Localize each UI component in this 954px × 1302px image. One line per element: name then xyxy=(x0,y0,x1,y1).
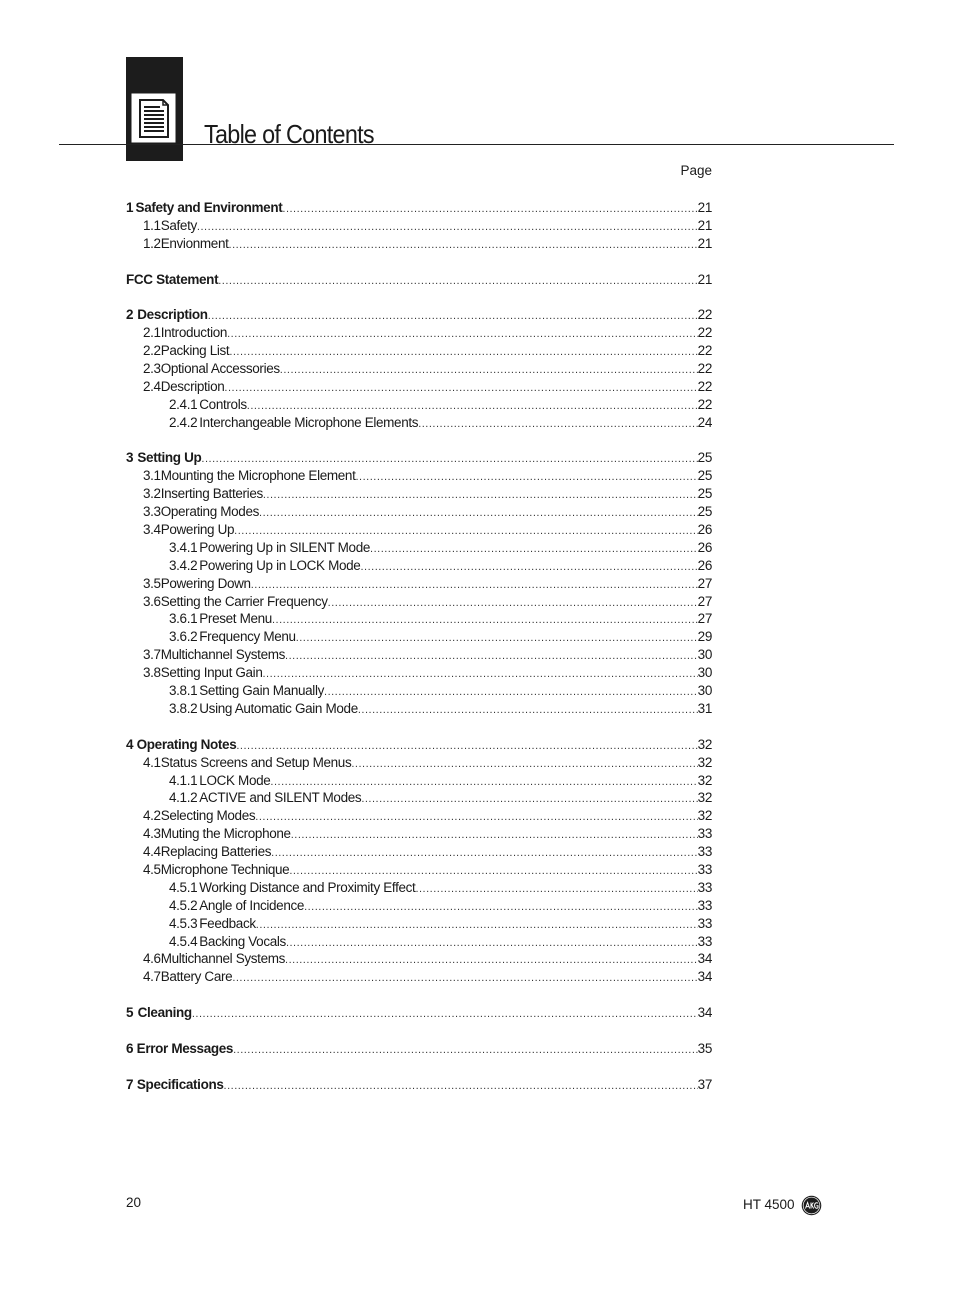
toc-entry[interactable] xyxy=(126,646,712,664)
toc-entry-page: 29 xyxy=(697,629,712,645)
toc-entry[interactable] xyxy=(126,933,712,951)
toc-entry[interactable] xyxy=(126,700,712,718)
dot-leader xyxy=(218,273,697,291)
toc-entry-number: 2.4.1 xyxy=(169,396,198,412)
dot-leader xyxy=(418,416,697,434)
dot-leader xyxy=(285,952,698,970)
toc-entry-title: Cleaning xyxy=(137,1005,192,1021)
toc-entry[interactable] xyxy=(126,628,712,646)
toc-entry-title: Mounting the Microphone Element xyxy=(160,468,356,484)
toc-entry-page: 22 xyxy=(697,378,712,394)
dot-leader xyxy=(296,630,698,648)
toc-entry[interactable] xyxy=(126,217,712,235)
toc-entry-page: 34 xyxy=(697,1005,712,1021)
dot-leader xyxy=(370,541,698,559)
toc-entry[interactable] xyxy=(126,360,712,378)
toc-entry-number: 4.1 xyxy=(143,754,161,770)
toc-entry-number: 4.5.4 xyxy=(169,933,198,949)
toc-entry-title: ACTIVE and SILENT Modes xyxy=(199,790,362,806)
toc-entry[interactable] xyxy=(126,557,712,575)
dot-leader xyxy=(282,201,697,219)
toc-entry-number: 3.1 xyxy=(143,468,161,484)
toc-entry-number: 4.5.3 xyxy=(169,915,198,931)
toc-entry-number: 4.7 xyxy=(143,969,161,985)
toc-entry-page: 24 xyxy=(697,414,712,430)
toc-entry-page: 21 xyxy=(697,235,712,251)
toc-entry-title: Setting Input Gain xyxy=(160,665,263,681)
toc-entry-title: Description xyxy=(137,307,208,323)
toc-entry-title: Operating Modes xyxy=(160,504,260,520)
toc-entry-number: 3.8.1 xyxy=(169,683,198,699)
dot-leader xyxy=(229,237,698,255)
toc-entry-page: 25 xyxy=(697,504,712,520)
toc-entry[interactable] xyxy=(126,414,712,432)
table-of-contents xyxy=(126,199,712,1094)
toc-entry-page: 30 xyxy=(697,647,712,663)
toc-entry-number: 3.4 xyxy=(143,522,161,538)
toc-entry-number: 3.6.2 xyxy=(169,629,198,645)
dot-leader xyxy=(304,899,698,917)
toc-entry-title: Operating Notes xyxy=(136,736,237,752)
dot-leader xyxy=(291,827,698,845)
toc-entry[interactable] xyxy=(126,825,712,843)
toc-entry[interactable] xyxy=(126,1040,712,1058)
toc-entry-page: 33 xyxy=(697,897,712,913)
toc-entry[interactable] xyxy=(126,342,712,360)
dot-leader xyxy=(224,1078,698,1096)
toc-entry-page: 25 xyxy=(697,486,712,502)
toc-entry-number: 2.3 xyxy=(143,361,161,377)
toc-entry-number: 4.1.1 xyxy=(169,772,198,788)
dot-leader xyxy=(229,344,697,362)
toc-entry-page: 21 xyxy=(697,217,712,233)
toc-entry-title: Inserting Batteries xyxy=(160,486,263,502)
toc-entry-page: 33 xyxy=(697,844,712,860)
toc-entry-page: 32 xyxy=(697,808,712,824)
toc-entry-page: 21 xyxy=(697,200,712,215)
toc-entry-page: 27 xyxy=(697,575,712,591)
toc-entry-title: Setting Gain Manually xyxy=(199,683,325,699)
dot-leader xyxy=(324,684,698,702)
toc-entry-page: 32 xyxy=(697,790,712,806)
toc-entry-title: Working Distance and Proximity Effect xyxy=(199,879,416,895)
toc-entry-title: Safety xyxy=(160,217,197,233)
toc-entry-title: Setting the Carrier Frequency xyxy=(160,593,328,609)
toc-entry-page: 33 xyxy=(697,933,712,949)
toc-entry-page: 26 xyxy=(697,522,712,538)
dot-leader xyxy=(263,666,698,684)
toc-entry-page: 32 xyxy=(697,736,712,752)
toc-entry-number: 3.3 xyxy=(143,504,161,520)
toc-entry-number: 4.3 xyxy=(143,826,161,842)
toc-entry[interactable] xyxy=(126,449,712,467)
toc-entry-title: Description xyxy=(160,378,225,394)
toc-entry-title: Frequency Menu xyxy=(199,629,296,645)
toc-entry-page: 32 xyxy=(697,772,712,788)
toc-entry-title: Preset Menu xyxy=(199,611,272,627)
toc-entry-number: 2.2 xyxy=(143,343,161,359)
dot-leader xyxy=(232,970,697,988)
toc-entry-page: 33 xyxy=(697,826,712,842)
toc-entry-title: LOCK Mode xyxy=(199,772,271,788)
toc-entry[interactable] xyxy=(126,503,712,521)
dot-leader xyxy=(233,1042,698,1060)
toc-entry-page: 33 xyxy=(697,861,712,877)
toc-entry[interactable] xyxy=(126,306,712,324)
toc-entry-page: 22 xyxy=(697,396,712,412)
toc-entry-number: 3.2 xyxy=(143,486,161,502)
toc-entry-title: Error Messages xyxy=(136,1040,234,1056)
toc-entry-page: 22 xyxy=(697,325,712,341)
toc-entry[interactable] xyxy=(126,861,712,879)
dot-leader xyxy=(224,380,697,398)
toc-entry-number: 4.5.1 xyxy=(169,879,198,895)
dot-leader xyxy=(356,469,698,487)
akg-logo-icon xyxy=(801,1195,822,1216)
toc-entry-page: 31 xyxy=(697,700,712,716)
toc-entry[interactable] xyxy=(126,467,712,485)
toc-entry-page: 33 xyxy=(697,915,712,931)
toc-entry[interactable] xyxy=(126,378,712,396)
toc-entry-number: 4.6 xyxy=(143,951,161,967)
toc-entry[interactable] xyxy=(126,271,712,289)
toc-entry-page: 25 xyxy=(697,450,712,466)
toc-entry-title: Powering Up in SILENT Mode xyxy=(199,539,371,555)
toc-entry-number: 1.1 xyxy=(143,217,161,233)
dot-leader xyxy=(227,326,698,344)
toc-entry-title: Powering Up xyxy=(160,522,235,538)
toc-entry-number: 3.7 xyxy=(143,647,161,663)
toc-entry[interactable] xyxy=(126,950,712,968)
dot-leader xyxy=(328,595,698,613)
dot-leader xyxy=(256,917,698,935)
toc-entry-title: Microphone Technique xyxy=(160,861,290,877)
toc-entry[interactable] xyxy=(126,754,712,772)
header-rule xyxy=(59,144,894,145)
toc-entry-title: Backing Vocals xyxy=(199,933,286,949)
toc-entry[interactable] xyxy=(126,396,712,414)
toc-entry-page: 30 xyxy=(697,683,712,699)
toc-entry-page: 30 xyxy=(697,665,712,681)
toc-entry[interactable] xyxy=(126,807,712,825)
toc-entry-title: Specifications xyxy=(136,1076,224,1092)
toc-entry-title: Feedback xyxy=(199,915,256,931)
toc-entry-number: 4 xyxy=(126,736,134,752)
toc-entry-title: Replacing Batteries xyxy=(160,844,272,860)
toc-entry-title: Status Screens and Setup Menus xyxy=(160,754,352,770)
dot-leader xyxy=(361,791,697,809)
header-block xyxy=(126,57,183,161)
toc-entry-title: Safety and Environment xyxy=(135,200,283,215)
toc-entry-title: Introduction xyxy=(160,325,228,341)
dot-leader xyxy=(280,362,698,380)
toc-entry-number: 3.4.1 xyxy=(169,539,198,555)
toc-entry-title: Envionment xyxy=(160,235,229,251)
toc-entry[interactable] xyxy=(126,199,712,217)
toc-entry-title: Setting Up xyxy=(137,450,202,466)
dot-leader xyxy=(358,702,698,720)
toc-entry-title: Angle of Incidence xyxy=(199,897,305,913)
toc-entry-number: 2.1 xyxy=(143,325,161,341)
page-number: 20 xyxy=(126,1195,142,1210)
dot-leader xyxy=(360,559,697,577)
toc-entry-number: 4.4 xyxy=(143,844,161,860)
toc-entry-title: FCC Statement xyxy=(126,271,219,287)
toc-entry[interactable] xyxy=(126,736,712,754)
dot-leader xyxy=(259,505,698,523)
toc-entry-number: 3.4.2 xyxy=(169,557,198,573)
toc-entry-number: 4.1.2 xyxy=(169,790,198,806)
dot-leader xyxy=(285,648,698,666)
toc-entry-number: 5 xyxy=(126,1005,134,1021)
toc-entry-page: 26 xyxy=(697,539,712,555)
toc-entry[interactable] xyxy=(126,521,712,539)
toc-entry-page: 26 xyxy=(697,557,712,573)
toc-entry-title: Using Automatic Gain Mode xyxy=(199,700,358,716)
toc-entry-number: 3.6.1 xyxy=(169,611,198,627)
toc-entry[interactable] xyxy=(126,575,712,593)
toc-entry-page: 32 xyxy=(697,754,712,770)
toc-entry[interactable] xyxy=(126,897,712,915)
dot-leader xyxy=(192,1006,698,1024)
product-name: HT 4500 xyxy=(743,1197,795,1212)
toc-entry-number: 2.4 xyxy=(143,378,161,394)
toc-entry-title: Powering Up in LOCK Mode xyxy=(199,557,361,573)
toc-entry-page: 27 xyxy=(697,611,712,627)
toc-entry-page: 33 xyxy=(697,879,712,895)
toc-entry-page: 22 xyxy=(697,343,712,359)
dot-leader xyxy=(263,487,698,505)
toc-entry[interactable] xyxy=(126,324,712,342)
toc-entry-title: Selecting Modes xyxy=(160,808,256,824)
toc-entry-page: 22 xyxy=(697,361,712,377)
toc-entry[interactable] xyxy=(126,485,712,503)
toc-entry-page: 37 xyxy=(697,1076,712,1092)
toc-entry-page: 34 xyxy=(697,951,712,967)
dot-leader xyxy=(351,756,697,774)
toc-entry-number: 2.4.2 xyxy=(169,414,198,430)
toc-entry[interactable] xyxy=(126,1076,712,1094)
toc-entry-title: Optional Accessories xyxy=(160,361,280,377)
toc-entry-number: 1 xyxy=(126,200,134,215)
page-title: Table of Contents xyxy=(204,119,374,149)
dot-leader xyxy=(415,881,697,899)
toc-entry[interactable] xyxy=(126,1004,712,1022)
toc-entry[interactable] xyxy=(126,539,712,557)
toc-entry[interactable] xyxy=(126,915,712,933)
toc-entry-number: 4.5.2 xyxy=(169,897,198,913)
toc-entry-number: 1.2 xyxy=(143,235,161,251)
toc-entry[interactable] xyxy=(126,789,712,807)
dot-leader xyxy=(255,809,697,827)
page-column-label: Page xyxy=(680,163,712,178)
toc-entry-page: 35 xyxy=(697,1040,712,1056)
toc-entry-number: 3.8.2 xyxy=(169,700,198,716)
toc-entry[interactable] xyxy=(126,772,712,790)
toc-entry-title: Packing List xyxy=(160,343,230,359)
toc-entry-title: Powering Down xyxy=(160,575,251,591)
toc-entry-page: 34 xyxy=(697,969,712,985)
toc-entry-title: Muting the Microphone xyxy=(160,826,291,842)
toc-entry[interactable] xyxy=(126,843,712,861)
toc-entry-number: 6 xyxy=(126,1040,134,1056)
dot-leader xyxy=(208,308,698,326)
toc-entry-title: Multichannel Systems xyxy=(160,647,286,663)
toc-entry-number: 3.6 xyxy=(143,593,161,609)
toc-entry[interactable] xyxy=(126,682,712,700)
dot-leader xyxy=(271,845,698,863)
toc-entry-title: Interchangeable Microphone Elements xyxy=(199,414,419,430)
toc-entry-number: 7 xyxy=(126,1076,134,1092)
toc-entry[interactable] xyxy=(126,610,712,628)
toc-entry-number: 3 xyxy=(126,450,134,466)
toc-entry-page: 25 xyxy=(697,468,712,484)
dot-leader xyxy=(272,612,698,630)
toc-entry-title: Controls xyxy=(199,396,247,412)
toc-entry-page: 21 xyxy=(697,271,712,287)
toc-entry[interactable] xyxy=(126,664,712,682)
dot-leader xyxy=(197,219,698,237)
toc-entry-title: Multichannel Systems xyxy=(160,951,286,967)
toc-entry-number: 3.5 xyxy=(143,575,161,591)
toc-entry-number: 3.8 xyxy=(143,665,161,681)
toc-entry[interactable] xyxy=(126,593,712,611)
toc-entry[interactable] xyxy=(126,968,712,986)
toc-entry-title: Battery Care xyxy=(160,969,233,985)
toc-entry-page: 22 xyxy=(697,307,712,323)
toc-entry-number: 4.5 xyxy=(143,861,161,877)
toc-entry[interactable] xyxy=(126,879,712,897)
toc-entry-page: 27 xyxy=(697,593,712,609)
toc-entry[interactable] xyxy=(126,235,712,253)
dot-leader xyxy=(286,935,698,953)
document-icon xyxy=(131,93,176,143)
toc-entry-number: 4.2 xyxy=(143,808,161,824)
toc-entry-number: 2 xyxy=(126,307,134,323)
